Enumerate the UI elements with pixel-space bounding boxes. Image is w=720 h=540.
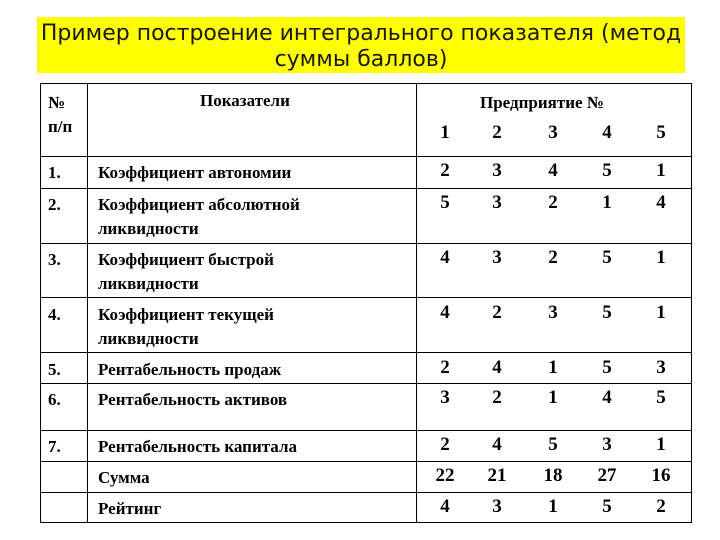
indicator-name: Рентабельность активов (98, 390, 288, 409)
row-number: 5. (48, 360, 61, 379)
rating-value: 4 (440, 496, 450, 517)
rating-label: Рейтинг (98, 499, 162, 518)
row-number: 7. (48, 437, 61, 456)
indicator-name: Рентабельность капитала (98, 437, 297, 456)
score-value: 3 (602, 434, 612, 455)
score-value: 3 (548, 302, 558, 323)
score-value: 5 (602, 302, 612, 323)
score-value: 5 (602, 357, 612, 378)
indicator-name: Коэффициент абсолютной (98, 195, 300, 214)
indicator-name: Коэффициент быстрой (98, 250, 274, 269)
score-value: 1 (548, 387, 558, 408)
enterprise-number-3: 3 (548, 122, 558, 143)
score-table (40, 83, 692, 523)
rating-value: 5 (602, 496, 612, 517)
score-value: 3 (492, 192, 502, 213)
sum-label: Сумма (98, 468, 150, 487)
score-value: 2 (492, 387, 502, 408)
row-number: 4. (48, 305, 61, 324)
row-number: 1. (48, 163, 61, 182)
score-value: 5 (602, 160, 612, 181)
row-number: 6. (48, 390, 61, 409)
enterprise-number-4: 4 (602, 122, 612, 143)
score-value: 2 (440, 160, 450, 181)
score-value: 2 (548, 192, 558, 213)
score-value: 5 (440, 192, 450, 213)
rating-value: 1 (548, 496, 558, 517)
sum-value: 16 (651, 465, 671, 486)
row-number: 2. (48, 195, 61, 214)
score-value: 1 (656, 302, 666, 323)
sum-value: 21 (487, 465, 507, 486)
score-value: 1 (656, 434, 666, 455)
score-value: 4 (548, 160, 558, 181)
sum-value: 27 (597, 465, 617, 486)
header-enterprise: Предприятие № (480, 93, 604, 112)
sum-value: 18 (543, 465, 563, 486)
score-value: 4 (492, 357, 502, 378)
score-value: 2 (492, 302, 502, 323)
score-value: 4 (440, 247, 450, 268)
score-value: 5 (656, 387, 666, 408)
score-value: 1 (656, 247, 666, 268)
enterprise-number-1: 1 (440, 122, 450, 143)
score-value: 4 (492, 434, 502, 455)
enterprise-number-5: 5 (656, 122, 666, 143)
score-value: 2 (440, 434, 450, 455)
indicator-name-continued: ликвидности (98, 329, 199, 348)
score-value: 2 (548, 247, 558, 268)
header-indicators: Показатели (200, 91, 290, 110)
score-value: 3 (492, 160, 502, 181)
score-value: 4 (440, 302, 450, 323)
score-value: 3 (440, 387, 450, 408)
score-value: 3 (656, 357, 666, 378)
header-number-sublabel: п/п (48, 117, 73, 136)
slide-title-line-2: суммы баллов) (274, 47, 448, 72)
score-value: 1 (602, 192, 612, 213)
score-value: 5 (548, 434, 558, 455)
rating-value: 2 (656, 496, 666, 517)
indicator-name: Рентабельность продаж (98, 360, 282, 379)
indicator-name: Коэффициент автономии (98, 163, 292, 182)
score-value: 5 (602, 247, 612, 268)
score-value: 1 (656, 160, 666, 181)
score-value: 2 (440, 357, 450, 378)
indicator-name-continued: ликвидности (98, 274, 199, 293)
score-value: 3 (492, 247, 502, 268)
sum-value: 22 (435, 465, 455, 486)
header-number-label: № (48, 93, 66, 112)
enterprise-number-2: 2 (492, 122, 502, 143)
row-number: 3. (48, 250, 61, 269)
score-value: 4 (656, 192, 666, 213)
slide-title-banner (37, 17, 685, 73)
score-value: 1 (548, 357, 558, 378)
indicator-name: Коэффициент текущей (98, 305, 274, 324)
slide-title-line-1: Пример построение интегрального показателя (метод (40, 21, 682, 46)
score-value: 4 (602, 387, 612, 408)
rating-value: 3 (492, 496, 502, 517)
indicator-name-continued: ликвидности (98, 219, 199, 238)
